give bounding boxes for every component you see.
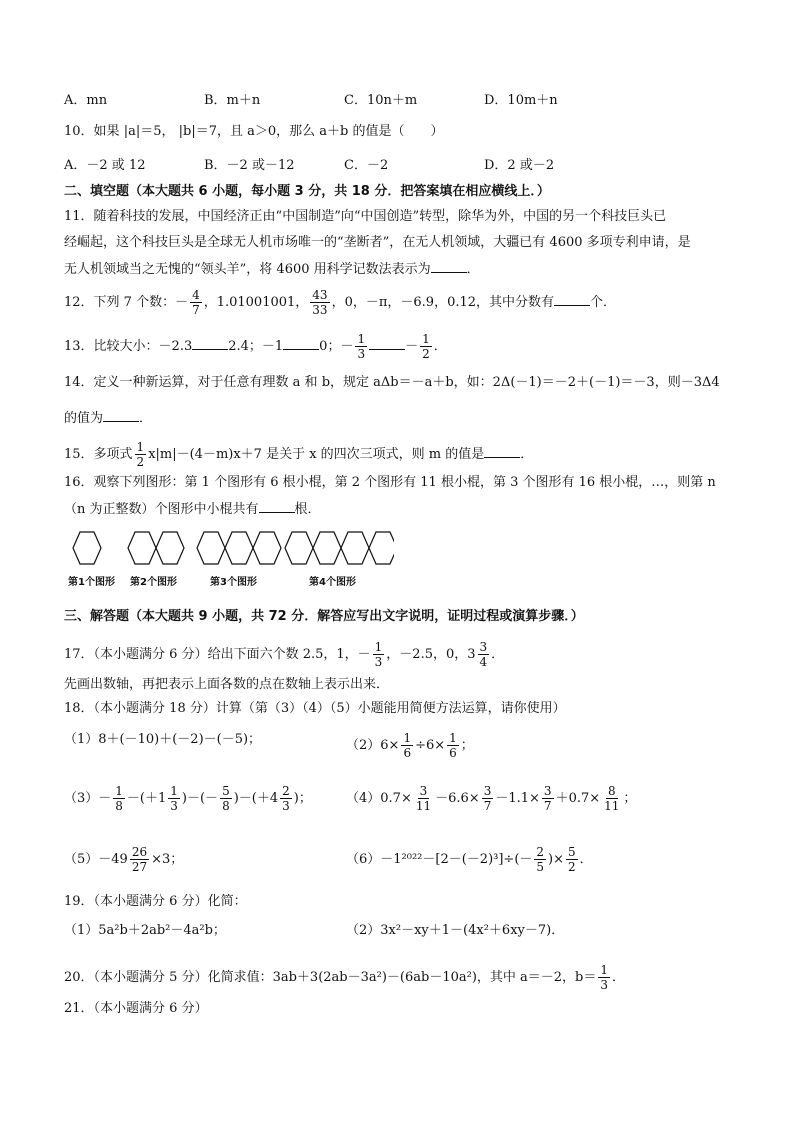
q10-option-b: B．－2 或－12 [204,158,295,173]
q18-title: 18．（本小题满分 18 分）计算（第（3）（4）（5）小题能用简便方法运算，请你使用） [64,701,566,716]
q9-option-d: D．10m＋n [484,93,558,108]
q18-p5-prefix: （5）－49 [64,852,128,867]
q15-expression: x|m|－(4－m)x＋7 是关于 x 的四次三项式，则 m 的值是 [148,447,485,462]
q18-p3-fraction-1 [113,784,125,813]
figure-4-hexagons [285,532,394,564]
q18-p4-mid-1: －6.6× [435,791,480,806]
q13-mid-1: 2.4；－1 [228,339,284,354]
q10-abs-b: |b|＝7，且 a＞0，那么 a＋b 的值是（ ） [178,124,444,139]
fraction-denominator: 6 [449,746,457,760]
fraction-denominator: 7 [192,303,200,317]
q13-end: ． [433,339,447,354]
q13-mid-3: － [405,339,419,354]
q18-p3-mid-1: －(＋1 [126,791,167,806]
q16-figures [64,528,394,588]
q18-p4-end: ； [623,791,637,806]
figure-3-label: 第3个图形 [210,577,257,588]
section-2-heading: 二、填空题（本大题共 6 小题，每小题 3 分，共 18 分．把答案填在相应横线上．） [64,184,550,199]
q18-p3-prefix: （3）－ [64,791,112,806]
q16-line-2 [64,500,321,519]
q13-fraction-1 [355,332,367,361]
q12-fraction-2 [310,288,329,317]
q12-mid-2: ，0，－π，－6.9，0.12，其中分数有 [331,295,555,310]
fraction-numerator: 26 [131,845,148,859]
q17-mixed-fraction [478,640,490,669]
q18-part-1: （1）8＋(－10)＋(－2)－(－5)； [64,732,262,747]
q18-p6-end: ． [579,852,593,867]
fraction-denominator: 11 [415,799,432,813]
q18-p5-end: ×3； [151,852,184,867]
fraction-numerator: 3 [543,784,552,798]
q18-p6-fraction-1 [534,845,546,874]
q18-p3-fraction-2 [168,784,180,813]
figure-3-hexagons [197,532,281,564]
q18-p3-mid-2: )－(－ [181,791,219,806]
fraction-numerator: 2 [536,845,545,859]
q12-mid-1: ，1.01001001， [203,295,309,310]
q12-answer-blank[interactable] [554,293,590,306]
q9-option-c: C．10n＋m [344,93,418,108]
q11-answer-blank[interactable] [431,260,467,273]
q18-p4-fraction-4 [602,784,621,813]
figure-1-label: 第1个图形 [68,577,115,588]
q11-text: 无人机领域当之无愧的“领头羊”，将 4600 用科学记数法表示为 [64,262,431,277]
q11-line-2: 经崛起，这个科技巨头是全球无人机市场唯一的“垄断者”，在无人机领域，大疆已有 4600 多项专利申请，是 [64,235,691,250]
fraction-denominator: 3 [374,655,383,669]
q18-p4-prefix: （4）0.7× [346,791,412,806]
q17-line-2: 先画出数轴，再把表示上面各数的点在数轴上表示出来． [64,677,390,692]
q18-p3-end: )； [293,791,312,806]
q18-p4-mid-3: ＋0.7× [555,791,601,806]
q10-option-c: C．－2 [344,158,389,173]
fraction-denominator: 2 [136,455,145,469]
q18-p6-mid: )× [548,852,565,867]
fraction-numerator: 1 [374,640,383,654]
q12-end: 个． [590,295,617,310]
q11-line-3 [64,260,480,279]
q18-p6-prefix: （6）－1²⁰²²－[2－(－2)³]÷(－ [346,852,533,867]
fraction-numerator: 3 [483,784,492,798]
q19-part-2: （2）3x²－xy＋1－(4x²＋6xy－7)． [346,923,565,938]
q18-p2-prefix: （2）6× [346,738,400,753]
q20-prefix: 20．（本小题满分 5 分）化简求值：3ab＋3(2ab－3a²)－(6ab－10a²)，其中 a＝－2，b＝ [64,970,597,985]
fraction-numerator: 43 [312,288,328,302]
q13-fraction-2 [420,332,432,361]
q10-option-a: A．－2 或 12 [64,158,146,173]
q9-option-b: B．m＋n [204,93,261,108]
q20-fraction [598,963,610,992]
fraction-numerator: 1 [136,440,145,454]
figure-2-hexagons [128,532,184,564]
q17-stem [64,640,504,669]
q19-title: 19．（本小题满分 6 分）化简： [64,894,247,909]
q12-stem [64,288,616,317]
fraction-numerator: 8 [607,784,616,798]
q14-line-1: 14．定义一种新运算，对于任意有理数 a 和 b，规定 aΔb＝－a＋b，如：2Δ(－1)＝－2＋(－1)＝－3，则－3Δ4 [64,375,720,390]
q16-text: （n 为正整数）个图形中小棍共有 [64,502,259,517]
q13-prefix: 13．比较大小：－2.3 [64,339,193,354]
q20-end: ． [612,970,626,985]
fraction-denominator: 11 [604,799,620,813]
fraction-numerator: 2 [282,784,290,798]
fraction-numerator: 3 [479,640,488,654]
q15-prefix: 15．多项式 [64,447,133,462]
fraction-denominator: 8 [222,799,230,813]
fraction-numerator: 1 [403,731,412,745]
q10-option-d: D．2 或－2 [484,158,555,173]
q13-mid-2: 0；－ [319,339,354,354]
fraction-denominator: 3 [357,347,366,361]
q13-blank-1[interactable] [192,337,228,350]
q17-end: ． [491,647,505,662]
fraction-denominator: 33 [312,303,328,317]
q18-part-5 [64,845,183,874]
q18-p4-mid-2: －1.1× [495,791,540,806]
q18-p5-fraction [130,845,149,874]
q21-title: 21．（本小题满分 6 分） [64,1001,208,1016]
q19-part-1: （1）5a²b＋2ab²－4a²b； [64,923,226,938]
q14-text: 的值为 [64,411,104,426]
q17-fraction [373,640,385,669]
q10-stem [64,123,443,141]
fraction-denominator: 3 [600,978,609,992]
fraction-numerator: 1 [170,784,178,798]
fraction-denominator: 27 [131,860,148,874]
q18-p2-end: ； [460,738,474,753]
q13-blank-3[interactable] [369,337,405,350]
q14-answer-blank[interactable] [103,409,139,422]
figure-1-hexagons [73,532,101,564]
q18-part-2 [346,731,474,760]
fraction-numerator: 1 [357,332,366,346]
q18-p4-fraction-2 [482,784,494,813]
q15-answer-blank[interactable] [484,445,520,458]
q10-prefix: 10．如果 [64,124,120,139]
fraction-numerator: 1 [422,332,430,346]
q20-stem [64,963,625,992]
q17-mid: ，－2.5，0，3 [386,647,476,662]
q16-end: 根． [294,502,321,517]
fraction-denominator: 8 [115,799,123,813]
q9-option-a: A．mn [64,93,108,108]
fraction-denominator: 3 [282,799,290,813]
q13-stem [64,332,447,361]
fraction-numerator: 5 [222,784,230,798]
q11-end: ． [466,262,480,277]
q15-stem [64,440,533,469]
fraction-numerator: 1 [449,731,457,745]
fraction-numerator: 3 [419,784,428,798]
fraction-denominator: 2 [422,347,430,361]
q18-p2-mid: ÷6× [415,738,446,753]
q15-end: ． [520,447,534,462]
q18-p6-fraction-2 [566,845,578,874]
q16-line-1: 16．观察下列图形：第 1 个图形有 6 根小棍，第 2 个图形有 11 根小棍，第 3 个图形有 16 根小棍，…，则第 n [64,475,716,490]
fraction-denominator: 4 [479,655,488,669]
q18-p4-fraction-1 [414,784,433,813]
figure-4-label: 第4个图形 [309,577,356,588]
hexagon-chain-figures [64,528,394,572]
q15-fraction [135,440,147,469]
q13-blank-2[interactable] [283,337,319,350]
q18-part-3 [64,784,312,813]
q14-line-2 [64,409,152,428]
fraction-numerator: 5 [568,845,576,859]
q18-p3-fraction-4 [280,784,292,813]
q17-prefix: 17．（本小题满分 6 分）给出下面六个数 2.5，1，－ [64,647,371,662]
fraction-denominator: 6 [403,746,412,760]
q18-part-4 [346,784,636,813]
fraction-denominator: 5 [536,860,545,874]
q14-end: ． [139,411,153,426]
q10-abs-a: |a|＝5， [123,124,175,139]
section-3-heading: 三、解答题（本大题共 9 小题，共 72 分．解答应写出文字说明，证明过程或演算步骤．） [64,609,584,624]
fraction-numerator: 1 [600,963,609,977]
figure-2-label: 第2个图形 [130,577,177,588]
q18-p2-fraction-2 [447,731,459,760]
q12-fraction-1 [190,288,202,317]
q18-part-6 [346,845,593,874]
q18-p2-fraction-1 [401,731,413,760]
q11-line-1: 11．随着科技的发展，中国经济正由“中国制造”向“中国创造”转型，除华为外，中国的另一个科技巨头已 [64,209,667,224]
fraction-denominator: 2 [568,860,576,874]
fraction-denominator: 3 [170,799,178,813]
fraction-numerator: 1 [115,784,123,798]
fraction-denominator: 7 [483,799,492,813]
fraction-denominator: 7 [543,799,552,813]
q18-p4-fraction-3 [542,784,554,813]
q12-prefix: 12．下列 7 个数：－ [64,295,189,310]
fraction-numerator: 4 [192,288,200,302]
q16-answer-blank[interactable] [259,500,295,513]
q18-p3-mid-3: )－(＋4 [233,791,279,806]
q18-p3-fraction-3 [220,784,232,813]
